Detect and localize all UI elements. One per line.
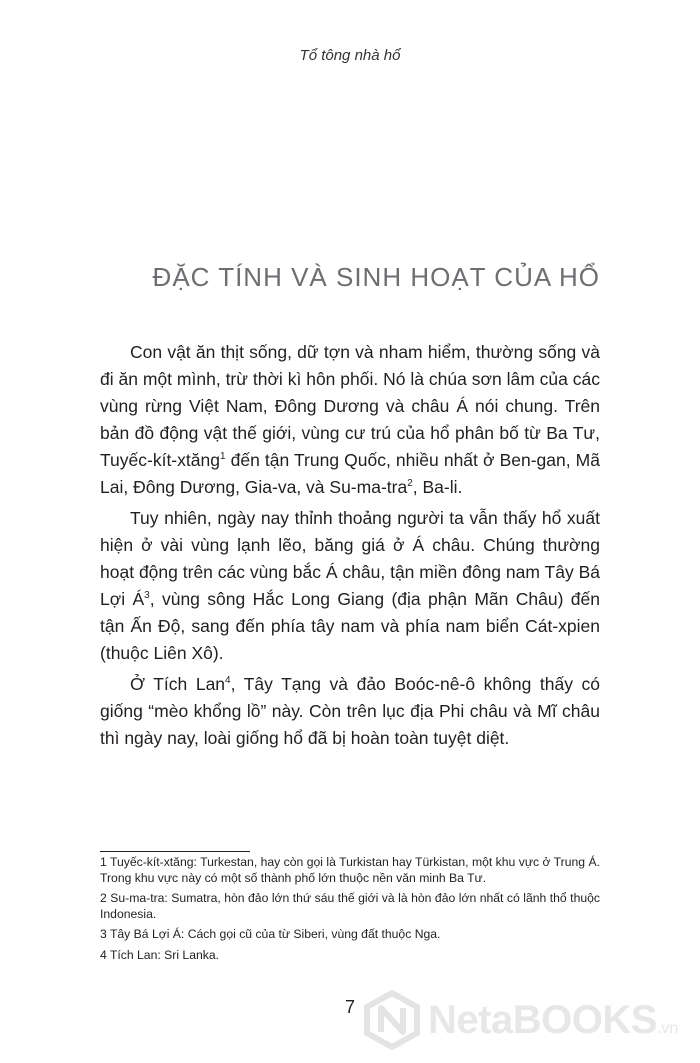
footnote-3: 3 Tây Bá Lợi Á: Cách gọi cũ của từ Siberi, vùng đất thuộc Nga. xyxy=(100,927,441,941)
paragraph-1: Con vật ăn thịt sống, dữ tợn và nham hiểm, thường sống và đi ăn một mình, trừ thời kì hôn phối. Nó là chúa sơn lâm của các vùng rừng Việt Nam, Đông Dương và châu Á nói chung. Trên bản đồ động vật thế giới, vùng cư trú của hổ phân bố từ Ba Tư, Tuyếc-kít-xtăng$^1$ đến tận Trung Quốc, nhiều nhất ở Ben-gan, Mã Lai, Đông Dương, Gia-va, và Su-ma-tra$^2$, Ba-li. xyxy=(100,342,600,497)
chapter-title: ĐẶC TÍNH VÀ SINH HOẠT CỦA HỔ xyxy=(152,262,600,292)
footnote-divider xyxy=(100,851,250,852)
footnote-1: 1 Tuyếc-kít-xtăng: Turkestan, hay còn gọi là Turkistan hay Türkistan, một khu vực ở Trung Á. Trong khu vực này có một số thành phố lớn thuộc nền văn minh Ba Tư. xyxy=(100,855,600,885)
footnote-ref-3: 3 xyxy=(144,590,150,602)
netabooks-logo-icon xyxy=(362,990,422,1050)
paragraph-3: Ở Tích Lan$^4$, Tây Tạng và đảo Boóc-nê-ô không thấy có giống “mèo khổng lồ” này. Còn trên lục địa Phi châu và Mĩ châu thì ngày nay, loài giống hổ đã bị hoàn toàn tuyệt diệt. xyxy=(100,674,600,748)
page-number: 7 xyxy=(344,997,355,1017)
footnotes xyxy=(100,855,600,968)
body-text xyxy=(100,339,600,756)
watermark xyxy=(362,990,700,1054)
footnote-4: 4 Tích Lan: Sri Lanka. xyxy=(100,947,220,962)
footnote-ref-1: 1 xyxy=(219,451,226,463)
footnote-ref-4: 4 xyxy=(225,675,231,687)
watermark-text: NetaBOOKS.vn xyxy=(428,998,679,1042)
footnote-ref-2: 2 xyxy=(407,478,413,490)
footnote-2: 2 Su-ma-tra: Sumatra, hòn đảo lớn thứ sáu thế giới và là hòn đảo lớn nhất có lãnh thổ thuộc Indonesia. xyxy=(100,891,600,921)
paragraph-2: Tuy nhiên, ngày nay thỉnh thoảng người ta vẫn thấy hổ xuất hiện ở vài vùng lạnh lẽo, băng giá ở Á châu. Chúng thường hoạt động trên các vùng bắc Á châu, tận miền đông nam Tây Bá Lợi $Á^3$, vùng sông Hắc Long Giang (địa phận Mãn Châu) đến tận Ấn Độ, sang đến phía tây nam và phía nam biển Cát-xpien (thuộc Liên Xô). xyxy=(100,508,600,663)
running-header: Tổ tông nhà hổ xyxy=(299,47,401,64)
